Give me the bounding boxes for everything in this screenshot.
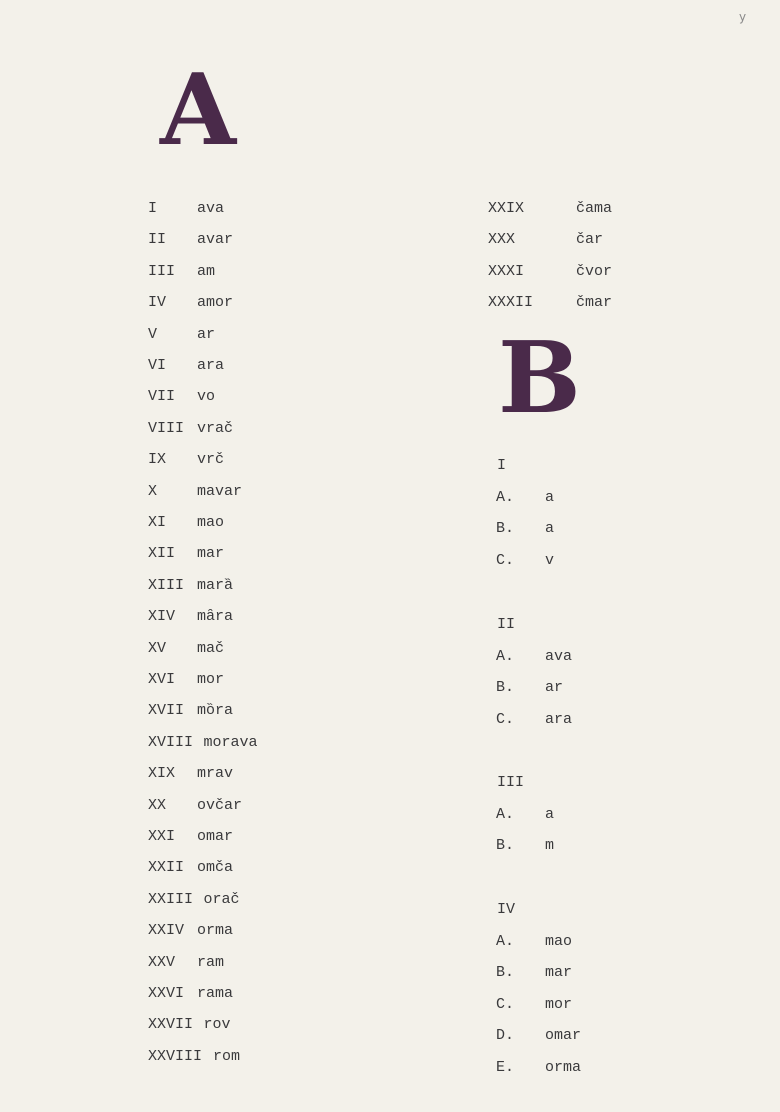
- group-heading: IV: [497, 901, 516, 918]
- option-key: E.: [496, 1059, 515, 1076]
- roman-numeral: XVI: [148, 671, 176, 688]
- corner-mark: y: [739, 10, 747, 24]
- roman-numeral: XXXII: [488, 294, 534, 312]
- word: m: [545, 837, 555, 855]
- option-key: B.: [496, 679, 515, 697]
- word: ara: [545, 710, 573, 728]
- group-heading: II: [497, 616, 516, 633]
- word: a: [545, 805, 555, 823]
- option-key: C.: [496, 995, 515, 1013]
- word: mar: [545, 964, 573, 982]
- option-key: C.: [496, 710, 515, 728]
- word: rom: [213, 1047, 241, 1065]
- roman-numeral: XXIX: [488, 200, 525, 217]
- word: mȍra: [197, 702, 234, 720]
- word: mavar: [197, 482, 243, 500]
- option-key: B.: [496, 837, 515, 855]
- roman-numeral: XXIII: [148, 890, 194, 908]
- option-key: D.: [496, 1027, 515, 1045]
- roman-numeral: XII: [148, 545, 176, 563]
- roman-numeral: XVIII: [148, 733, 194, 751]
- option-key: A.: [496, 932, 515, 950]
- word: ara: [197, 357, 225, 374]
- roman-numeral: XX: [148, 796, 167, 814]
- roman-numeral: IX: [148, 451, 167, 469]
- group-heading: I: [497, 457, 507, 474]
- word: rama: [197, 985, 234, 1002]
- roman-numeral: VIII: [148, 419, 185, 437]
- word: marȁ: [197, 576, 234, 594]
- word: mao: [545, 932, 573, 950]
- roman-numeral: XVII: [148, 702, 185, 720]
- word: mȃra: [197, 608, 234, 626]
- word: amor: [197, 294, 234, 312]
- roman-numeral: VII: [148, 388, 176, 406]
- word: ava: [197, 200, 225, 217]
- word: orač: [203, 890, 240, 908]
- roman-numeral: XXIV: [148, 922, 185, 940]
- word: ar: [545, 679, 564, 697]
- word: am: [197, 262, 216, 280]
- word: čmar: [576, 294, 613, 312]
- roman-numeral: XIV: [148, 608, 176, 626]
- roman-numeral: XIII: [148, 576, 185, 594]
- word: vrač: [197, 419, 234, 437]
- roman-numeral: XV: [148, 639, 167, 657]
- roman-numeral: X: [148, 482, 158, 500]
- roman-numeral: XXVIII: [148, 1047, 203, 1065]
- word: avar: [197, 231, 234, 249]
- word: čvor: [576, 262, 613, 280]
- word: a: [545, 488, 555, 506]
- word: mrav: [197, 765, 234, 783]
- word: omar: [545, 1027, 582, 1045]
- word: mar: [197, 545, 225, 563]
- word: morava: [203, 733, 258, 751]
- word: orma: [197, 922, 234, 940]
- roman-numeral: XXV: [148, 953, 176, 971]
- option-key: A.: [496, 647, 515, 665]
- roman-numeral: XXXI: [488, 262, 525, 280]
- roman-numeral: II: [148, 231, 167, 249]
- word: v: [545, 551, 555, 569]
- roman-numeral: XXX: [488, 231, 516, 249]
- word: vo: [197, 388, 216, 406]
- roman-numeral: XI: [148, 514, 167, 531]
- word: mor: [545, 995, 573, 1013]
- word: a: [545, 520, 555, 538]
- group-heading: III: [497, 774, 525, 791]
- roman-numeral: XXVI: [148, 985, 185, 1002]
- roman-numeral: VI: [148, 357, 167, 374]
- word: čar: [576, 231, 604, 249]
- word: orma: [545, 1059, 582, 1076]
- roman-numeral: XXI: [148, 828, 176, 845]
- roman-numeral: III: [148, 262, 176, 280]
- option-key: C.: [496, 551, 515, 569]
- roman-numeral: I: [148, 200, 158, 217]
- roman-numeral: XXVII: [148, 1016, 194, 1034]
- roman-numeral: V: [148, 325, 158, 343]
- option-key: B.: [496, 964, 515, 982]
- option-key: B.: [496, 520, 515, 538]
- word: ava: [545, 647, 573, 665]
- stencil-letter-a: A: [160, 53, 237, 168]
- word: mor: [197, 671, 225, 688]
- word: ovčar: [197, 796, 243, 814]
- stencil-letter-b: B: [498, 321, 581, 436]
- roman-numeral: IV: [148, 294, 167, 312]
- roman-numeral: XIX: [148, 765, 176, 783]
- word: omar: [197, 828, 234, 845]
- word: rov: [203, 1016, 231, 1034]
- word: mač: [197, 639, 225, 657]
- option-key: A.: [496, 805, 515, 823]
- word: omča: [197, 859, 234, 877]
- word: čama: [576, 200, 613, 217]
- word: vrč: [197, 451, 225, 469]
- word: ar: [197, 325, 216, 343]
- word: mao: [197, 514, 225, 531]
- word: ram: [197, 953, 225, 971]
- option-key: A.: [496, 488, 515, 506]
- roman-numeral: XXII: [148, 859, 185, 877]
